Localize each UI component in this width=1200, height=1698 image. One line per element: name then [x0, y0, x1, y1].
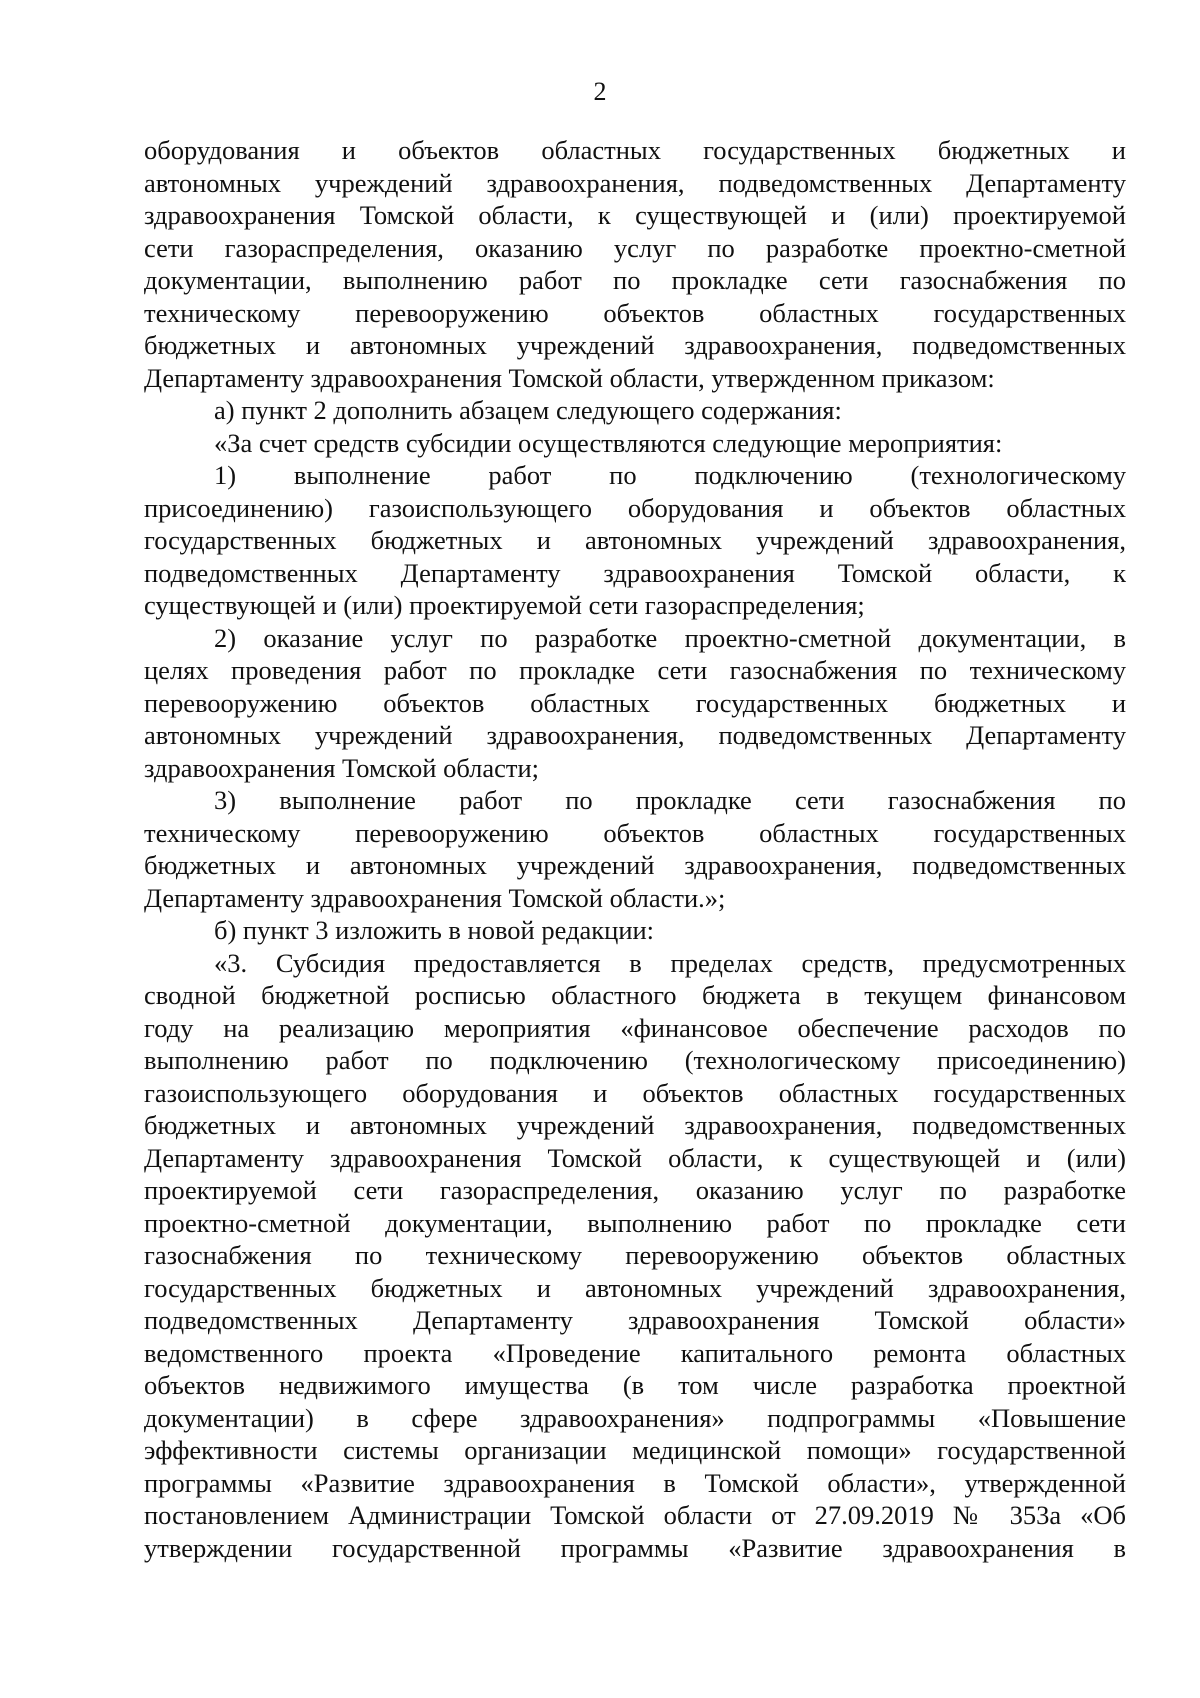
text-line: б) пункт 3 изложить в новой редакции:: [214, 915, 655, 945]
text-line: государственных бюджетных и автономных учреждений здравоохранения,: [144, 1272, 1126, 1303]
text-line: бюджетных и автономных учреждений здравоохранения, подведомственных: [144, 850, 1126, 880]
text-line: Департаменту здравоохранения Томской области, утвержденном приказом:: [144, 362, 995, 393]
page-number: 2: [593, 77, 607, 106]
text-line: документации, выполнению работ по прокладке сети газоснабжения по: [144, 265, 1126, 295]
text-line: оборудования и объектов областных государственных бюджетных и: [144, 135, 1126, 165]
text-line: государственных бюджетных и автономных учреждений здравоохранения,: [144, 525, 1126, 555]
text-line: объектов недвижимого имущества (в том числе разработка проектной: [144, 1370, 1126, 1400]
document-body: [144, 134, 1126, 1564]
text-line: Департаменту здравоохранения Томской области, к существующей и (или): [144, 1142, 1126, 1173]
text-line: проектируемой сети газораспределения, оказанию услуг по разработке: [144, 1175, 1126, 1205]
text-line: сети газораспределения, оказанию услуг по разработке проектно-сметной: [144, 232, 1126, 263]
text-line: выполнению работ по подключению (технологическому присоединению): [144, 1045, 1126, 1075]
text-line: существующей и (или) проектируемой сети газораспределения;: [144, 590, 865, 620]
text-line: присоединению) газоиспользующего оборудования и объектов областных: [144, 492, 1126, 523]
text-line: 1) выполнение работ по подключению (технологическому: [214, 460, 1126, 490]
text-line: эффективности системы организации медицинской помощи» государственной: [144, 1435, 1126, 1465]
text-line: проектно-сметной документации, выполнению работ по прокладке сети: [144, 1207, 1126, 1238]
text-line: Департаменту здравоохранения Томской области.»;: [144, 882, 726, 913]
text-line: автономных учреждений здравоохранения, подведомственных Департаменту: [144, 167, 1126, 198]
text-line: программы «Развитие здравоохранения в Томской области», утвержденной: [144, 1467, 1126, 1498]
text-line: «За счет средств субсидии осуществляются следующие мероприятия:: [214, 427, 1003, 458]
text-line: бюджетных и автономных учреждений здравоохранения, подведомственных: [144, 1110, 1126, 1140]
text-line: здравоохранения Томской области, к существующей и (или) проектируемой: [144, 200, 1126, 230]
text-line: газоиспользующего оборудования и объектов областных государственных: [144, 1077, 1126, 1108]
text-line: 2) оказание услуг по разработке проектно-сметной документации, в: [214, 622, 1126, 653]
text-line: постановлением Администрации Томской области от 27.09.2019 № 353а «Об: [144, 1500, 1126, 1530]
text-line: бюджетных и автономных учреждений здравоохранения, подведомственных: [144, 330, 1126, 360]
text-line: целях проведения работ по прокладке сети газоснабжения по техническому: [144, 655, 1126, 685]
text-line: техническому перевооружению объектов областных государственных: [144, 817, 1126, 848]
text-line: техническому перевооружению объектов областных государственных: [144, 297, 1126, 328]
text-line: подведомственных Департаменту здравоохранения Томской области, к: [144, 557, 1126, 588]
text-line: здравоохранения Томской области;: [144, 752, 540, 783]
text-line: 3) выполнение работ по прокладке сети газоснабжения по: [214, 785, 1126, 815]
text-line: утверждении государственной программы «Развитие здравоохранения в: [144, 1532, 1126, 1563]
text-line: «3. Субсидия предоставляется в пределах средств, предусмотренных: [214, 947, 1126, 978]
text-line: ведомственного проекта «Проведение капитального ремонта областных: [144, 1337, 1126, 1368]
text-line: автономных учреждений здравоохранения, подведомственных Департаменту: [144, 720, 1126, 750]
text-line: перевооружению объектов областных государственных бюджетных и: [144, 687, 1126, 718]
text-line: документации) в сфере здравоохранения» подпрограммы «Повышение: [144, 1402, 1126, 1433]
text-line: году на реализацию мероприятия «финансовое обеспечение расходов по: [144, 1012, 1126, 1043]
text-line: а) пункт 2 дополнить абзацем следующего содержания:: [214, 395, 842, 425]
text-line: сводной бюджетной росписью областного бюджета в текущем финансовом: [144, 980, 1126, 1010]
text-line: газоснабжения по техническому перевооружению объектов областных: [144, 1240, 1126, 1270]
text-line: подведомственных Департаменту здравоохранения Томской области»: [144, 1305, 1126, 1335]
